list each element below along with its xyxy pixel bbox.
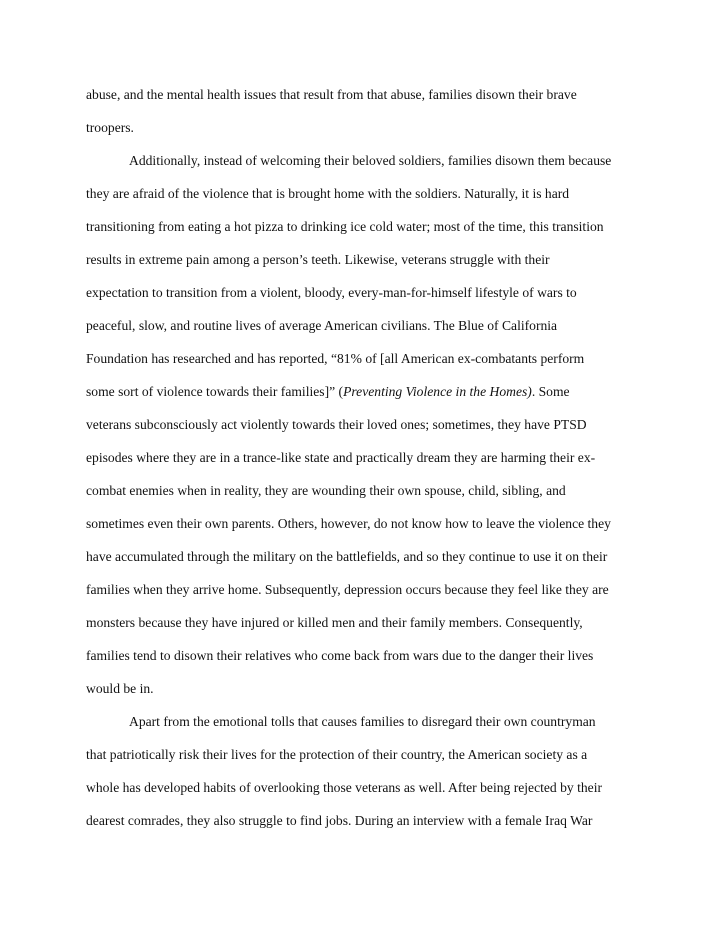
text-line: results in extreme pain among a person’s teeth. Likewise, veterans struggle with their [86, 252, 550, 267]
text-line: they are afraid of the violence that is brought home with the soldiers. Naturally, it is hard [86, 186, 570, 201]
text-line: sometimes even their own parents. Others, however, do not know how to leave the violence they [86, 516, 611, 531]
text-line: peaceful, slow, and routine lives of average American civilians. The Blue of California [86, 318, 558, 333]
paragraph-start-line: Additionally, instead of welcoming their beloved soldiers, families disown them because [129, 153, 612, 168]
text-line: families tend to disown their relatives who come back from wars due to the danger their lives [86, 648, 594, 663]
text-line: episodes where they are in a trance-like state and practically dream they are harming their ex- [86, 450, 596, 465]
text-line: monsters because they have injured or killed men and their family members. Consequently, [86, 615, 583, 630]
text-line: dearest comrades, they also struggle to find jobs. During an interview with a female Iraq War [86, 813, 593, 828]
text-line: would be in. [86, 681, 154, 696]
text-line: veterans subconsciously act violently towards their loved ones; sometimes, they have PTSD [86, 417, 587, 432]
text-segment: some sort of violence towards their families]” ( [86, 384, 344, 399]
text-line: troopers. [86, 120, 134, 135]
text-segment: . Some [531, 384, 570, 399]
text-line: whole has developed habits of overlooking those veterans as well. After being rejected by their [86, 780, 603, 795]
text-line: families when they arrive home. Subsequently, depression occurs because they feel like they are [86, 582, 609, 597]
text-line: Foundation has researched and has reported, “81% of [all American ex-combatants perform [86, 351, 585, 366]
text-line: abuse, and the mental health issues that result from that abuse, families disown their brave [86, 87, 577, 102]
citation-title: Preventing Violence in the Homes) [343, 384, 532, 399]
text-line-with-citation [86, 384, 570, 400]
text-line: transitioning from eating a hot pizza to drinking ice cold water; most of the time, this transition [86, 219, 604, 234]
text-line: combat enemies when in reality, they are wounding their own spouse, child, sibling, and [86, 483, 566, 498]
text-line: that patriotically risk their lives for the protection of their country, the American society as a [86, 747, 588, 762]
text-line: expectation to transition from a violent, bloody, every-man-for-himself lifestyle of wars to [86, 285, 577, 300]
text-line: have accumulated through the military on the battlefields, and so they continue to use it on their [86, 549, 608, 564]
paragraph-start-line: Apart from the emotional tolls that causes families to disregard their own countryman [129, 714, 596, 729]
